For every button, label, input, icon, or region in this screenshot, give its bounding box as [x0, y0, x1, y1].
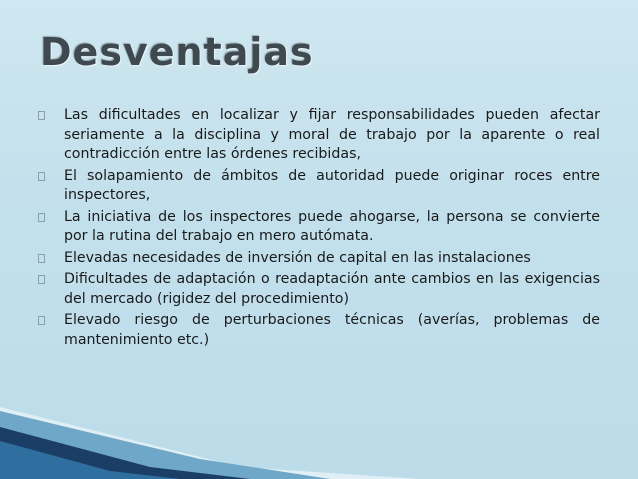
- bullet-text: El solapamiento de ámbitos de autoridad puede originar roces entre inspectores,: [64, 167, 600, 203]
- bullet-item: [38, 249, 600, 269]
- bullet-list: [38, 106, 600, 352]
- bullet-text: Dificultades de adaptación o readaptación ante cambios en las exigencias del mercado (rigidez del procedimiento): [64, 271, 600, 307]
- bullet-item: [38, 270, 600, 309]
- square-bullet-icon: [38, 213, 45, 222]
- bullet-item: [38, 208, 600, 247]
- slide-title: Desventajas: [40, 30, 314, 74]
- square-bullet-icon: [38, 111, 45, 120]
- bullet-item: [38, 106, 600, 165]
- bullet-item: [38, 167, 600, 206]
- square-bullet-icon: [38, 275, 45, 284]
- decorative-swoosh: [0, 389, 638, 479]
- square-bullet-icon: [38, 172, 45, 181]
- square-bullet-icon: [38, 254, 45, 263]
- bullet-text: La iniciativa de los inspectores puede ahogarse, la persona se convierte por la rutina del trabajo en mero autómata.: [64, 208, 600, 244]
- bullet-text: Elevado riesgo de perturbaciones técnicas (averías, problemas de mantenimiento etc.): [64, 312, 600, 348]
- bullet-text: Las dificultades en localizar y fijar responsabilidades pueden afectar seriamente a la disciplina y moral de trabajo por la aparente o real contradicción entre las órdenes recibidas,: [64, 107, 600, 162]
- square-bullet-icon: [38, 316, 45, 325]
- bullet-item: [38, 311, 600, 350]
- bullet-text: Elevadas necesidades de inversión de capital en las instalaciones: [64, 249, 531, 266]
